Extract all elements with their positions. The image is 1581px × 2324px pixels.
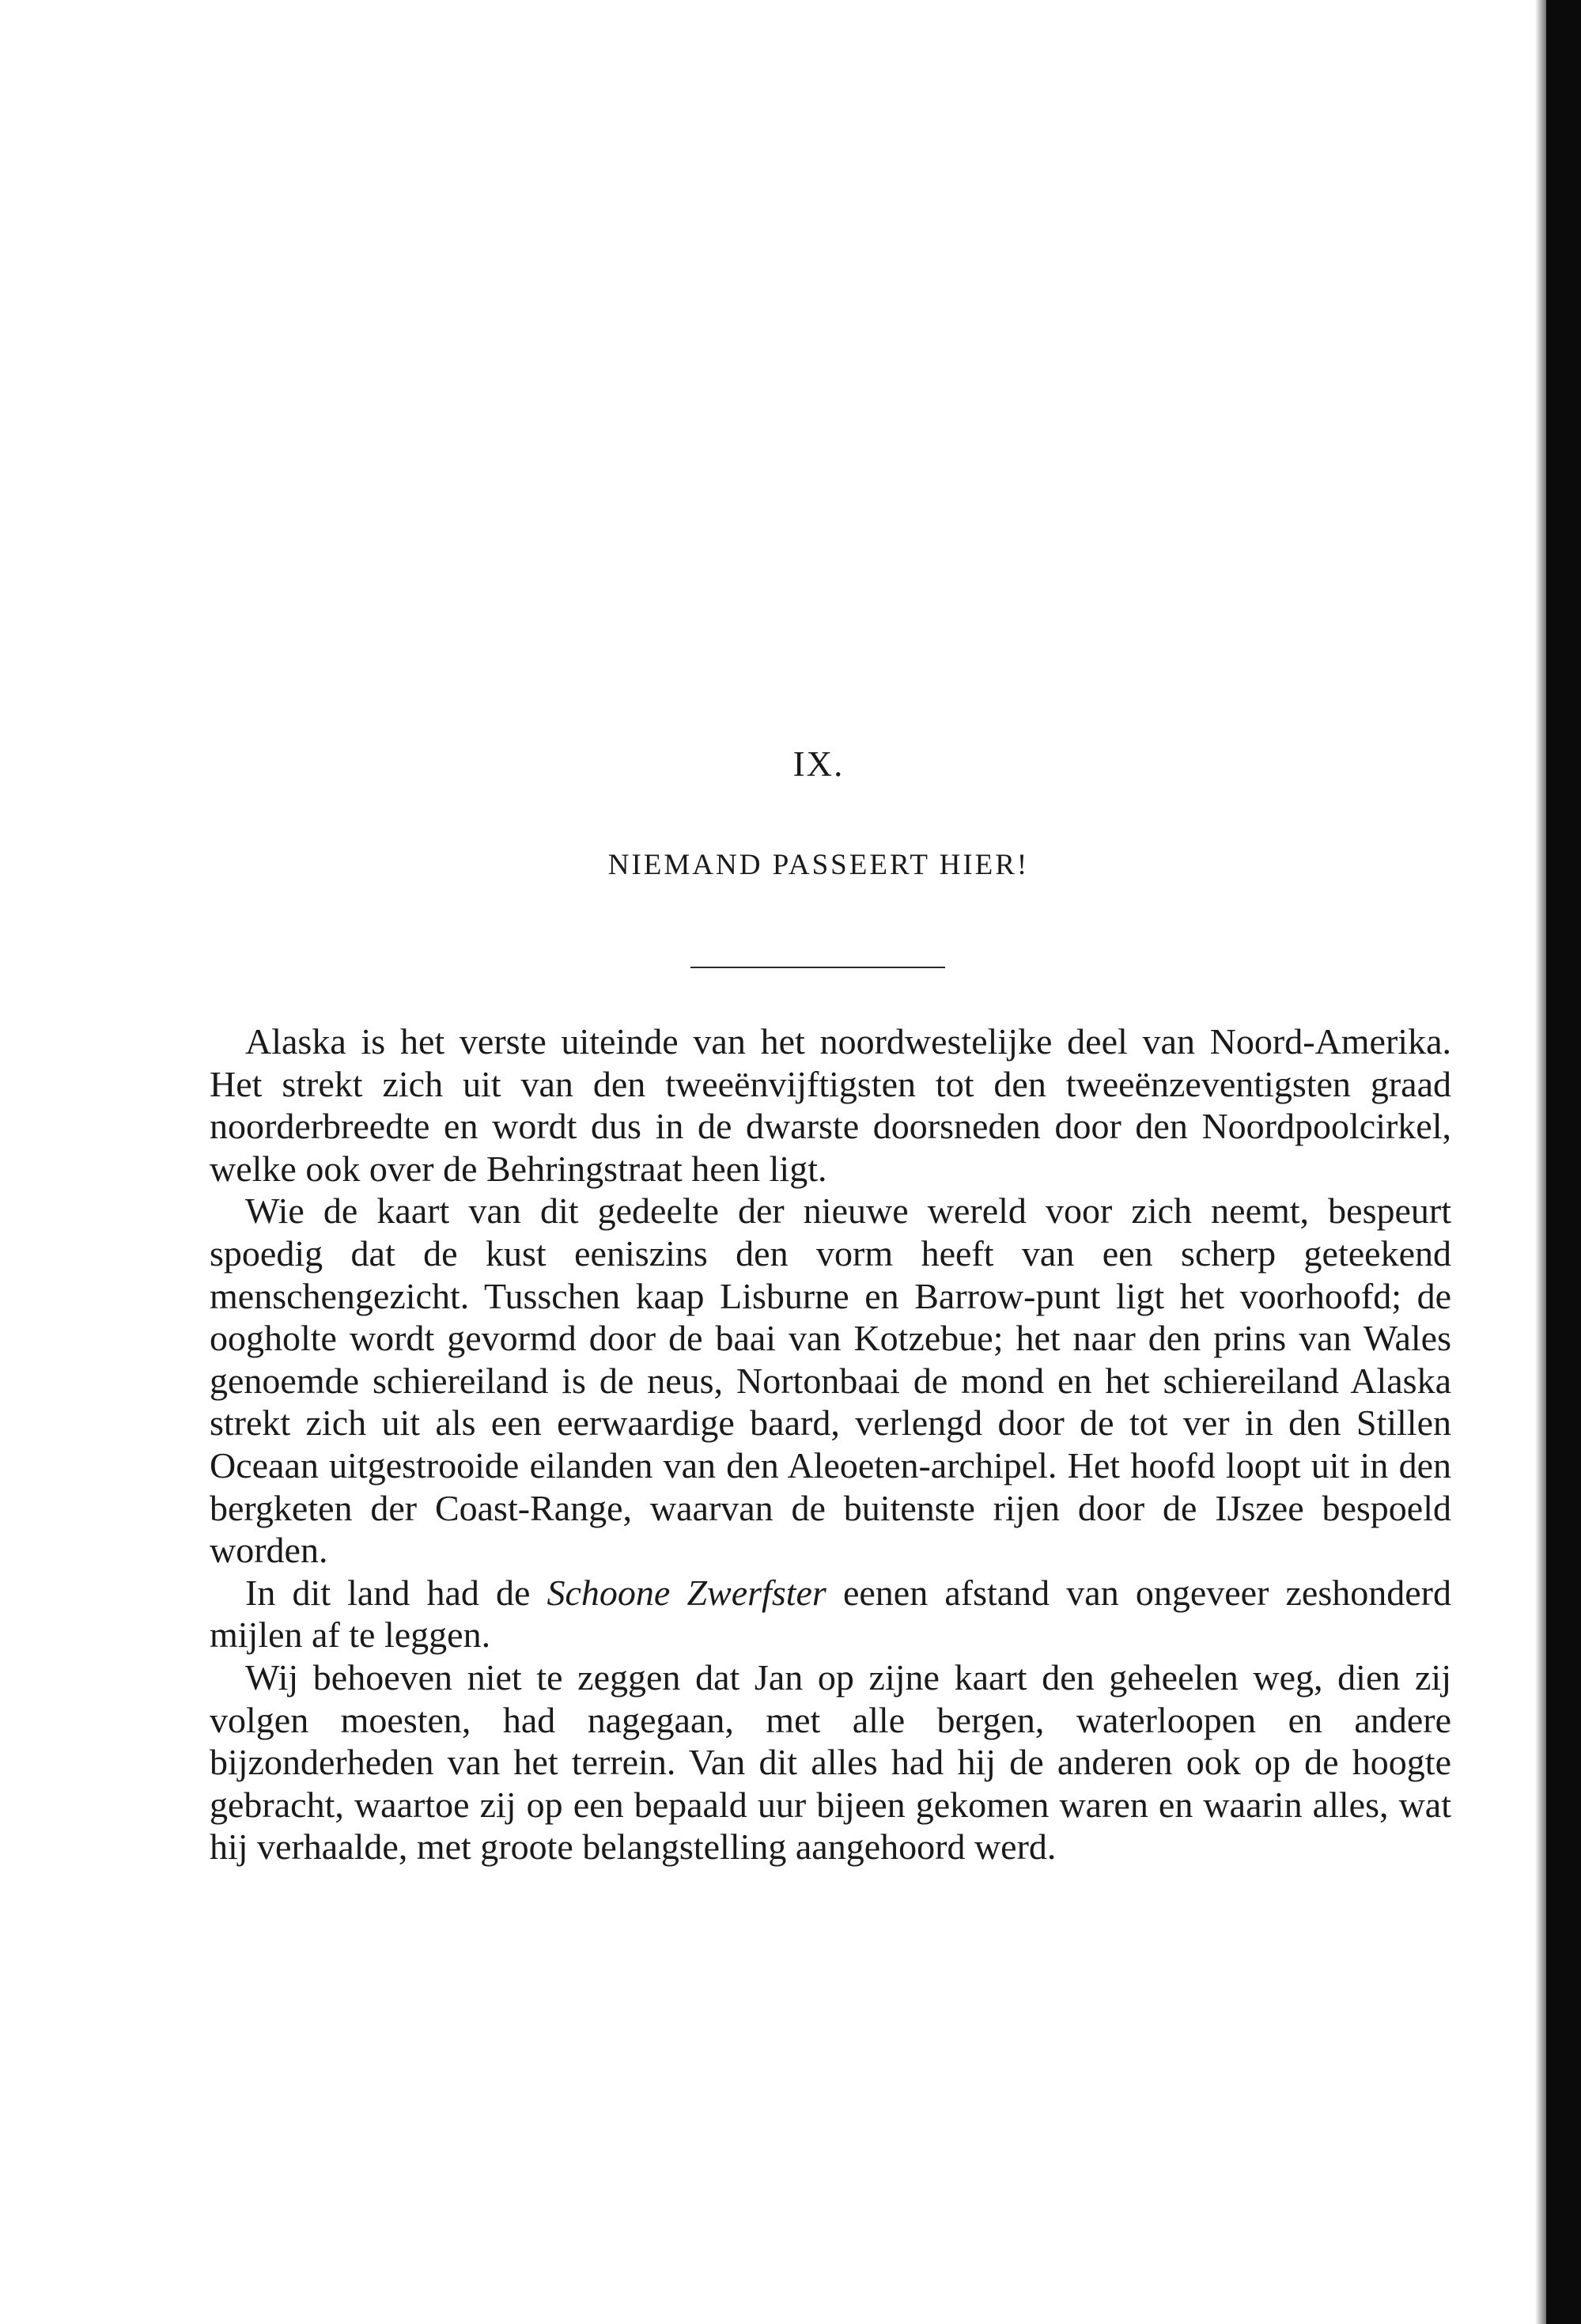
title-divider bbox=[690, 967, 945, 968]
book-binding-edge bbox=[1546, 0, 1581, 2324]
paragraph-3-start: In dit land had de bbox=[245, 1572, 547, 1613]
paragraph-1: Alaska is het verste uiteinde van het noordwestelijke deel van Noord-Amerika. Het strekt zich uit van den tweeënvijftigsten tot den tweeënzeventigsten graad noorderbreedte en wordt dus in de dwarste doorsneden door den Noordpoolcirkel, welke ook over de Behringstraat heen ligt. bbox=[210, 1021, 1451, 1189]
paragraph-3-end: eenen afstand van ongeveer zeshonderd mijlen af te leggen. bbox=[210, 1572, 1451, 1656]
chapter-number: IX. bbox=[792, 744, 845, 784]
chapter-title: NIEMAND PASSEERT HIER! bbox=[607, 849, 1030, 881]
paragraph-4: Wij behoeven niet te zeggen dat Jan op zijne kaart den geheelen weg, dien zij volgen moesten, had nagegaan, met alle bergen, waterloopen en andere bijzonderheden van het terrein. Van dit alles had hij de anderen ook op de hoogte gebracht, waartoe zij op een bepaald uur bijeen gekomen waren en waarin alles, wat hij verhaalde, met groote belangstelling aangehoord werd. bbox=[210, 1656, 1451, 1868]
chapter-body bbox=[210, 1020, 1451, 1868]
paragraph-2: Wie de kaart van dit gedeelte der nieuwe wereld voor zich neemt, bespeurt spoedig dat de kust eeniszins den vorm heeft van een scherp geteekend menschengezicht. Tusschen kaap Lisburne en Barrow-punt ligt het voorhoofd; de oogholte wordt gevormd door de baai van Kotzebue; het naar den prins van Wales genoemde schiereiland is de neus, Nortonbaai de mond en het schiereiland Alaska strekt zich uit als een eerwaardige baard, verlengd door de tot ver in den Stillen Oceaan uitgestrooide eilanden van den Aleoeten-archipel. Het hoofd loopt uit in den bergketen der Coast-Range, waarvan de buitenste rijen door de IJszee bespoeld worden. bbox=[210, 1190, 1451, 1571]
binding-shadow bbox=[1535, 0, 1546, 2324]
ship-name: Schoone Zwerfster bbox=[547, 1572, 826, 1613]
paragraph-3 bbox=[210, 1572, 1451, 1656]
